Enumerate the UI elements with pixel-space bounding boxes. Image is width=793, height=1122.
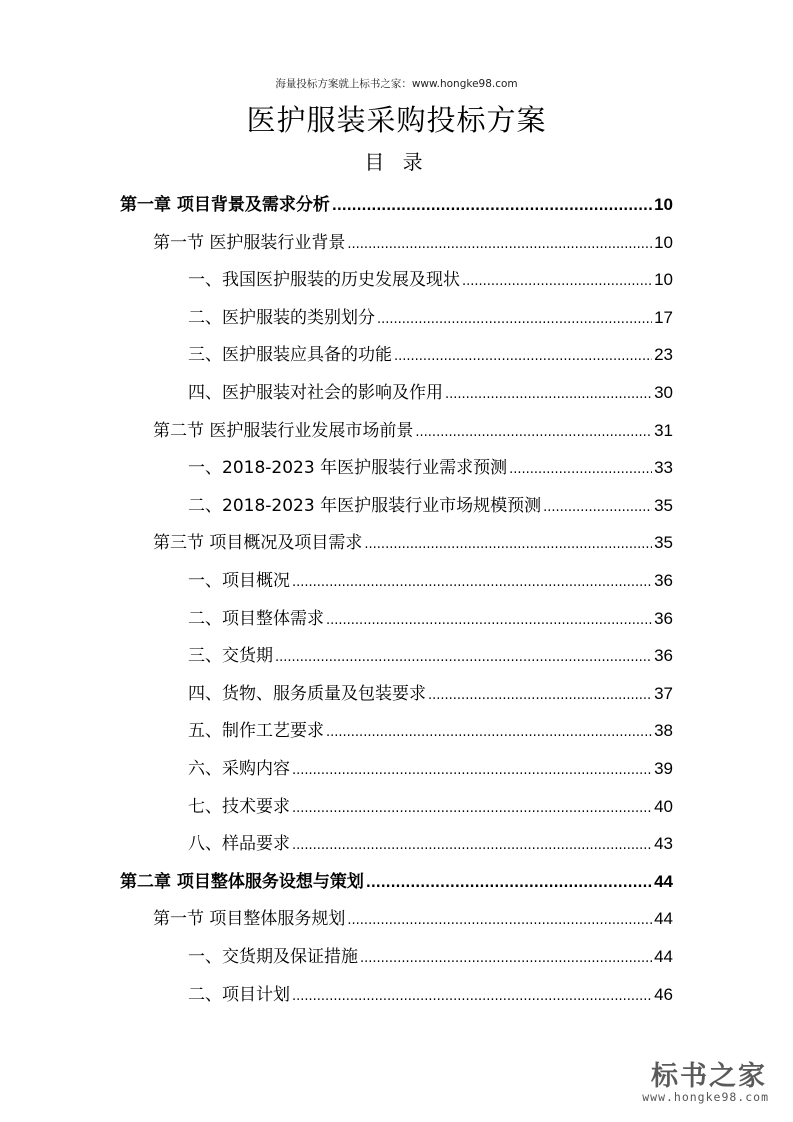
toc-entry-label: 三、交货期 <box>188 646 273 667</box>
toc-entry-page: 36 <box>654 608 673 628</box>
toc-dot-leader <box>509 450 652 488</box>
toc-entry-page: 35 <box>654 495 673 515</box>
toc-dot-leader <box>347 225 652 263</box>
toc-dot-leader <box>377 300 652 338</box>
toc-dot-leader <box>292 563 652 601</box>
toc-entry-page: 17 <box>654 307 673 327</box>
toc-entry-page: 36 <box>654 646 673 666</box>
toc-dot-leader <box>347 901 652 939</box>
toc-dot-leader <box>428 676 652 714</box>
toc-entry[interactable] <box>188 261 673 298</box>
toc-entry-label: 七、技术要求 <box>188 796 290 817</box>
toc-entry-label: 一、项目概况 <box>188 571 290 591</box>
toc-entry-label: 二、2018-2023 年医护服装行业市场规模预测 <box>188 495 542 516</box>
toc-entry-page: 10 <box>654 270 673 290</box>
toc-entry-page: 44 <box>654 909 673 929</box>
toc-entry[interactable] <box>120 186 673 223</box>
toc-dot-leader <box>326 713 652 751</box>
toc-entry[interactable] <box>188 299 673 336</box>
toc-dot-leader <box>394 337 652 375</box>
toc-entry-page: 33 <box>654 458 673 478</box>
toc-entry-label: 六、采购内容 <box>188 759 290 779</box>
toc-dot-leader <box>360 939 652 977</box>
toc-entry[interactable] <box>188 938 673 975</box>
toc-entry[interactable] <box>188 449 673 486</box>
toc-entry-label: 三、医护服装应具备的功能 <box>188 345 392 366</box>
toc-dot-leader <box>462 262 652 300</box>
toc-entry-page: 44 <box>654 947 673 966</box>
toc-dot-leader <box>364 525 652 563</box>
toc-entry-page: 40 <box>654 796 673 816</box>
toc-entry-page: 39 <box>654 759 673 778</box>
toc-entry[interactable] <box>153 524 673 561</box>
toc-dot-leader <box>292 977 652 1015</box>
toc-dot-leader <box>543 488 652 526</box>
toc-dot-leader <box>292 751 652 789</box>
page-header: 海量投标方案就上标书之家：www.hongke98.com <box>275 78 518 90</box>
toc-entry-label: 第一节 项目整体服务规划 <box>153 909 346 930</box>
toc-entry-label: 第二章 项目整体服务设想与策划 <box>120 871 364 892</box>
toc-entry-label: 二、项目计划 <box>188 984 290 1005</box>
toc-entry[interactable] <box>188 712 673 749</box>
toc-entry-label: 第一章 项目背景及需求分析 <box>120 195 330 215</box>
toc-dot-leader <box>445 375 652 413</box>
toc-entry[interactable] <box>188 374 673 411</box>
toc-entry-label: 第三节 项目概况及项目需求 <box>153 533 363 554</box>
toc-entry-label: 一、2018-2023 年医护服装行业需求预测 <box>188 458 508 479</box>
toc-entry[interactable] <box>188 976 673 1013</box>
toc-entry-page: 30 <box>654 383 673 402</box>
toc-entry-page: 46 <box>654 984 673 1004</box>
toc-entry[interactable] <box>188 637 673 674</box>
toc-entry-label: 第一节 医护服装行业背景 <box>153 232 346 253</box>
toc-entry[interactable] <box>153 412 673 449</box>
toc-entry-page: 43 <box>654 834 673 854</box>
toc-entry[interactable] <box>188 675 673 712</box>
toc-dot-leader <box>326 601 652 639</box>
toc-entry[interactable] <box>153 900 673 937</box>
toc-entry-label: 第二节 医护服装行业发展市场前景 <box>153 420 414 441</box>
toc-entry-page: 38 <box>654 721 673 741</box>
toc-dot-leader <box>366 864 652 902</box>
toc-entry-label: 五、制作工艺要求 <box>188 721 324 742</box>
toc-entry[interactable] <box>120 863 673 900</box>
toc-entry-label: 二、医护服装的类别划分 <box>188 307 375 328</box>
document-title: 医护服装采购投标方案 <box>246 103 547 137</box>
toc-dot-leader <box>275 638 652 676</box>
brand-logo <box>625 1054 775 1112</box>
toc-entry[interactable] <box>188 788 673 825</box>
toc-entry-page: 37 <box>654 683 673 703</box>
toc-entry[interactable] <box>188 562 673 599</box>
toc-entry[interactable] <box>188 487 673 524</box>
toc-dot-leader <box>332 187 652 225</box>
toc-entry[interactable] <box>153 224 673 261</box>
toc-entry[interactable] <box>188 336 673 373</box>
toc-entry[interactable] <box>188 825 673 862</box>
toc-entry-page: 23 <box>654 345 673 365</box>
toc-dot-leader <box>292 826 652 864</box>
toc-entry[interactable] <box>188 600 673 637</box>
toc-dot-leader <box>292 789 652 827</box>
toc-entry-label: 一、交货期及保证措施 <box>188 947 358 967</box>
toc-entry-label: 一、我国医护服装的历史发展及现状 <box>188 270 460 291</box>
toc-entry-page: 10 <box>654 195 673 214</box>
toc-entry-label: 四、医护服装对社会的影响及作用 <box>188 383 443 403</box>
toc-entry-page: 31 <box>654 420 673 440</box>
toc-entry-page: 44 <box>654 871 673 891</box>
toc-entry-label: 四、货物、服务质量及包装要求 <box>188 683 426 704</box>
toc-entry-page: 35 <box>654 533 673 553</box>
toc-heading: 目 录 <box>364 150 429 174</box>
toc-entry[interactable] <box>188 750 673 787</box>
toc-entry-label: 八、样品要求 <box>188 834 290 855</box>
toc-dot-leader <box>415 413 652 451</box>
toc-entry-page: 10 <box>654 232 673 252</box>
logo-text: 标书之家 <box>651 1061 767 1092</box>
toc-entry-page: 36 <box>654 571 673 590</box>
logo-url: www.hongke98.com <box>642 1090 769 1104</box>
toc-entry-label: 二、项目整体需求 <box>188 608 324 629</box>
